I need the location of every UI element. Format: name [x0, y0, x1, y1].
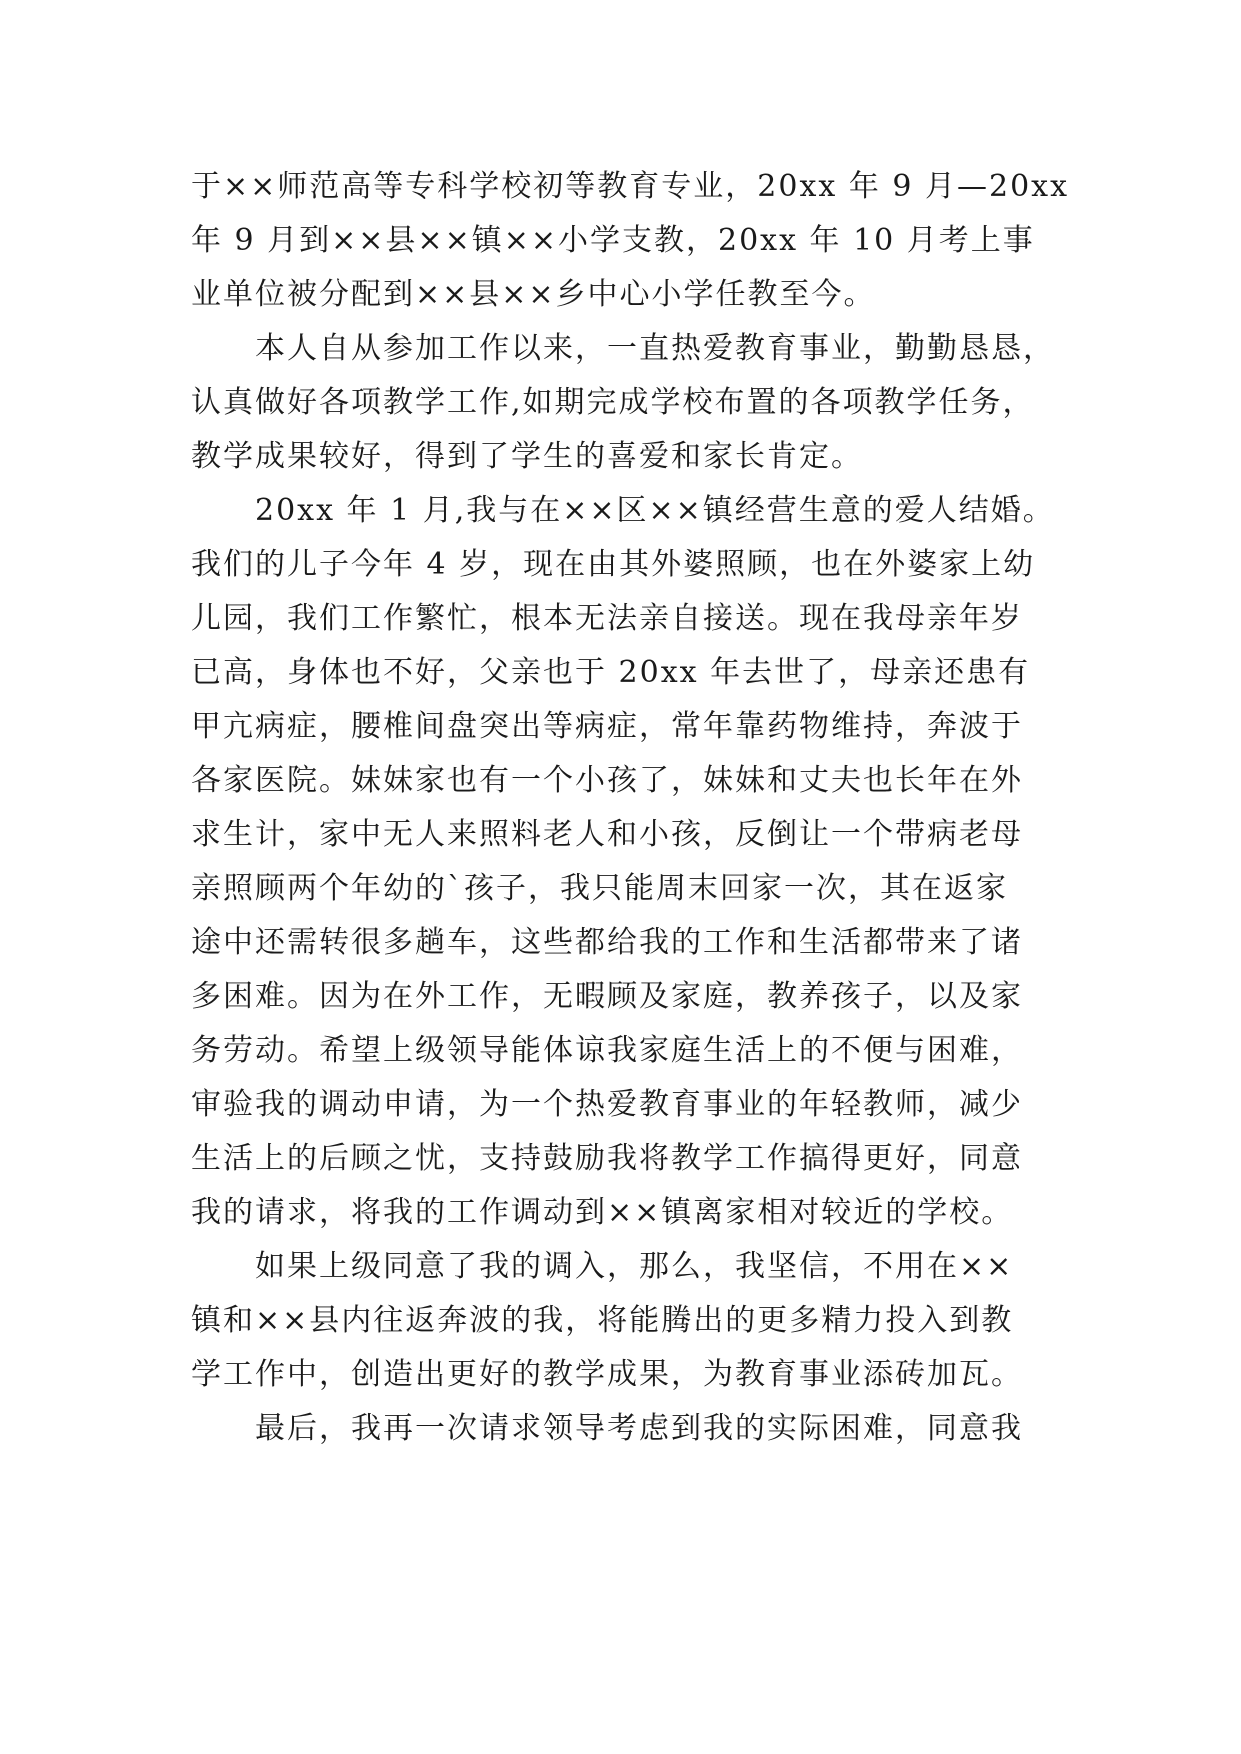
text-line: 甲亢病症，腰椎间盘突出等病症，常年靠药物维持，奔波于 — [191, 709, 1023, 744]
text-line: 多困难。因为在外工作，无暇顾及家庭，教养孩子，以及家 — [191, 979, 1023, 1014]
text-line: 我们的儿子今年 4 岁，现在由其外婆照顾，也在外婆家上幼 — [191, 547, 1036, 582]
text-line: 各家医院。妹妹家也有一个小孩了，妹妹和丈夫也长年在外 — [191, 763, 1023, 798]
text-line: 审验我的调动申请，为一个热爱教育事业的年轻教师，减少 — [191, 1087, 1023, 1122]
document-body — [191, 160, 1069, 1456]
text-line: 业单位被分配到××县××乡中心小学任教至今。 — [191, 277, 876, 312]
paragraph-start-line: 最后，我再一次请求领导考虑到我的实际困难，同意我 — [255, 1411, 1023, 1446]
text-line: 学工作中，创造出更好的教学成果，为教育事业添砖加瓦。 — [191, 1357, 1023, 1392]
paragraph-start-line: 本人自从参加工作以来，一直热爱教育事业，勤勤恳恳， — [255, 331, 1055, 366]
text-line: 教学成果较好，得到了学生的喜爱和家长肯定。 — [191, 439, 863, 474]
text-line: 认真做好各项教学工作,如期完成学校布置的各项教学任务， — [191, 385, 1035, 420]
paragraph-start-line: 20xx 年 1 月,我与在××区××镇经营生意的爱人结婚。 — [255, 493, 1055, 528]
text-line: 儿园，我们工作繁忙，根本无法亲自接送。现在我母亲年岁 — [191, 601, 1023, 636]
text-line: 年 9 月到××县××镇××小学支教，20xx 年 10 月考上事 — [191, 223, 1035, 258]
text-line: 生活上的后顾之忧，支持鼓励我将教学工作搞得更好，同意 — [191, 1141, 1023, 1176]
text-line: 亲照顾两个年幼的`孩子，我只能周末回家一次，其在返家 — [191, 871, 1008, 906]
text-line: 务劳动。希望上级领导能体谅我家庭生活上的不便与困难， — [191, 1033, 1023, 1068]
text-line: 我的请求，将我的工作调动到××镇离家相对较近的学校。 — [191, 1195, 1014, 1230]
text-line: 已高，身体也不好，父亲也于 20xx 年去世了，母亲还患有 — [191, 655, 1031, 690]
text-line: 途中还需转很多趟车，这些都给我的工作和生活都带来了诸 — [191, 925, 1023, 960]
text-line: 于××师范高等专科学校初等教育专业，20xx 年 9 月—20xx — [191, 169, 1069, 204]
text-line: 求生计，家中无人来照料老人和小孩，反倒让一个带病老母 — [191, 817, 1023, 852]
text-line: 镇和××县内往返奔波的我，将能腾出的更多精力投入到教 — [191, 1303, 1014, 1338]
paragraph-start-line: 如果上级同意了我的调入，那么，我坚信，不用在×× — [255, 1249, 1014, 1284]
